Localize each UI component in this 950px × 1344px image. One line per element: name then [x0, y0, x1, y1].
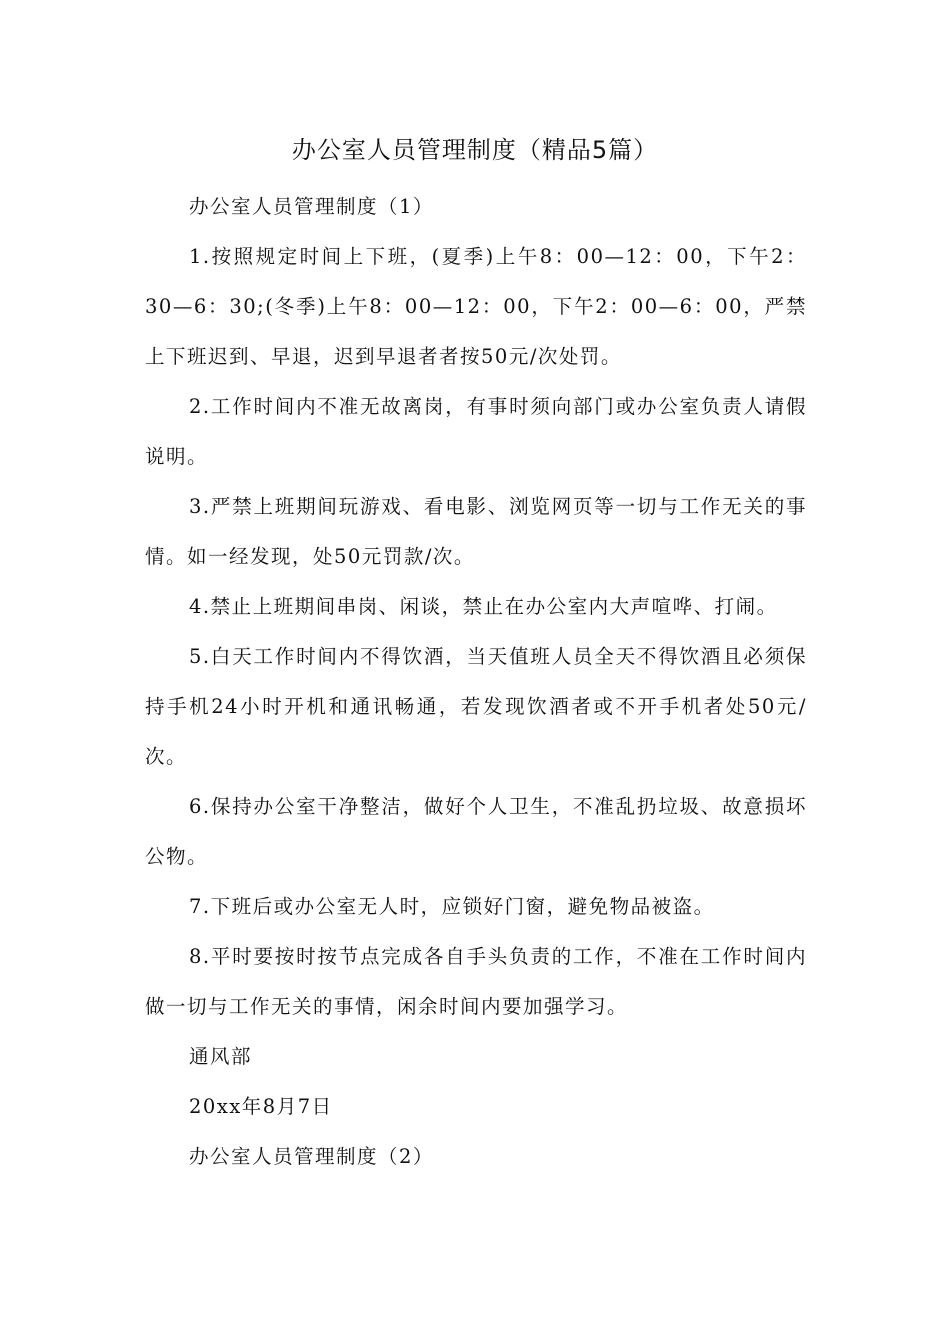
rule-7-paragraph: 7.下班后或办公室无人时，应锁好门窗，避免物品被盗。 — [189, 895, 715, 918]
rule-2-paragraph: 2.工作时间内不准无故离岗，有事时须向部门或办公室负责人请假说明。 — [145, 395, 807, 468]
section-heading-2: 办公室人员管理制度（2） — [189, 1145, 434, 1168]
rule-4-paragraph: 4.禁止上班期间串岗、闲谈，禁止在办公室内大声喧哗、打闹。 — [189, 595, 778, 618]
rule-6-paragraph: 6.保持办公室干净整洁，做好个人卫生，不准乱扔垃圾、故意损坏公物。 — [145, 795, 807, 868]
rule-5-paragraph: 5.白天工作时间内不得饮酒，当天值班人员全天不得饮酒且必须保持手机24小时开机和通讯畅通，若发现饮酒者或不开手机者处50元/次。 — [145, 645, 807, 768]
document-date: 20xx年8月7日 — [189, 1095, 333, 1118]
document-title: 办公室人员管理制度（精品5篇） — [291, 136, 659, 164]
rule-8-paragraph: 8.平时要按时按节点完成各自手头负责的工作，不准在工作时间内做一切与工作无关的事情，闲余时间内要加强学习。 — [145, 945, 807, 1018]
rule-1-paragraph: 1.按照规定时间上下班，(夏季)上午8：00—12：00，下午2：30—6：30;(冬季)上午8：00—12：00，下午2：00—6：00，严禁上下班迟到、早退，迟到早退者者按50元/次处罚。 — [145, 245, 807, 368]
document-body — [145, 182, 807, 1182]
section-heading-1: 办公室人员管理制度（1） — [189, 195, 434, 218]
rule-3-paragraph: 3.严禁上班期间玩游戏、看电影、浏览网页等一切与工作无关的事情。如一经发现，处50元罚款/次。 — [145, 495, 807, 568]
department-signature: 通风部 — [189, 1045, 253, 1068]
